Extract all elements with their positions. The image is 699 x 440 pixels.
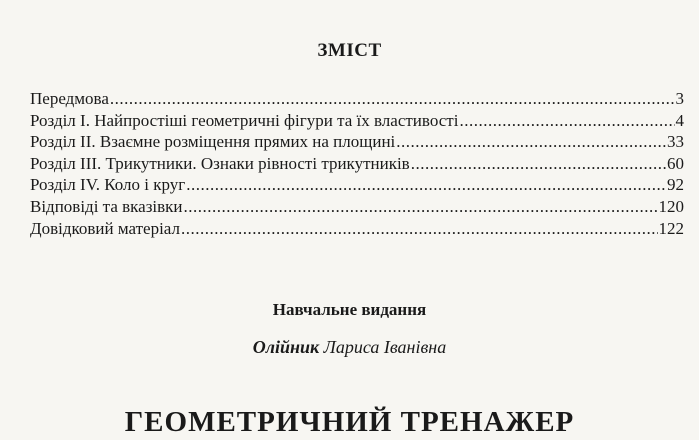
book-title: ГЕОМЕТРИЧНИЙ ТРЕНАЖЕР: [124, 406, 575, 438]
toc-entry-page: 122: [658, 218, 684, 238]
toc-leader-dots: [396, 131, 666, 153]
toc-entry-title: Довідковий матеріал: [30, 218, 180, 238]
author-given-names: Лариса Іванівна: [323, 337, 447, 357]
toc-entry-page: 4: [675, 110, 684, 130]
toc-leader-dots: [181, 218, 658, 240]
author-surname: Олійник: [252, 337, 320, 357]
toc-leader-dots: [184, 196, 658, 218]
toc-entry: [30, 174, 684, 196]
toc-entry-title: Розділ ІІІ. Трикутники. Ознаки рівності трикутників: [30, 153, 410, 173]
toc-leader-dots: [110, 88, 675, 110]
toc-entry-page: 60: [667, 153, 684, 173]
toc-entry-page: 92: [667, 175, 684, 195]
author-line: [0, 337, 699, 358]
toc-entry: [30, 218, 684, 240]
toc-leader-dots: [186, 174, 666, 196]
toc-entry-page: 120: [658, 196, 684, 216]
toc-entry-title: Передмова: [30, 89, 109, 108]
toc-entry: [30, 196, 684, 218]
edition-label: Навчальне видання: [272, 300, 427, 319]
toc-entry: [30, 131, 684, 153]
toc-entry: [30, 153, 684, 175]
toc-entry-title: Відповіді та вказівки: [30, 196, 183, 216]
toc-entry-title: Розділ І. Найпростіші геометричні фігури та їх властивості: [30, 110, 459, 130]
toc-heading: ЗМІСТ: [317, 40, 382, 61]
toc-entry-page: 3: [675, 89, 684, 108]
toc-leader-dots: [411, 153, 666, 175]
toc-entry-title: Розділ IV. Коло і круг: [30, 175, 186, 195]
toc-leader-dots: [459, 110, 674, 132]
toc-entry-page: 33: [667, 132, 684, 152]
toc-entry-title: Розділ ІІ. Взаємне розміщення прямих на площині: [30, 132, 396, 152]
toc-entry: [30, 110, 684, 132]
table-of-contents: [30, 88, 684, 239]
toc-entry: [30, 88, 684, 110]
